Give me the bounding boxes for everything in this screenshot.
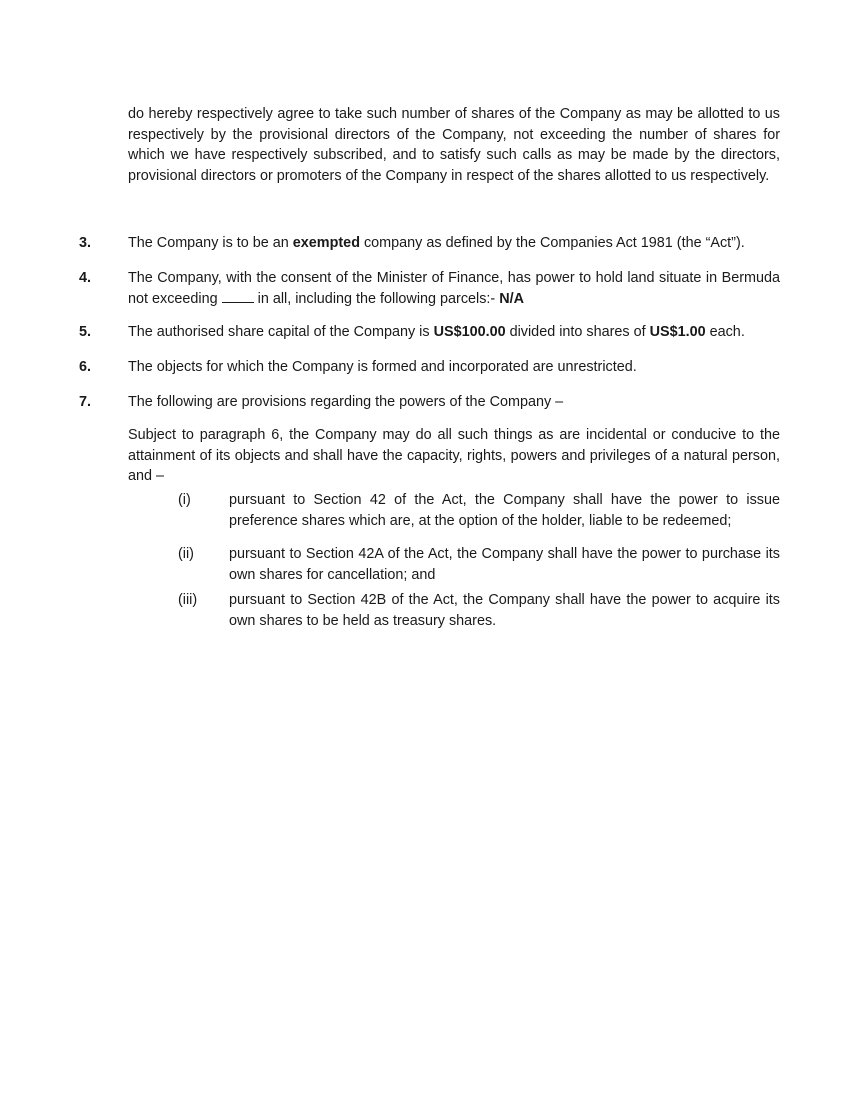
clause-text [128,233,780,254]
clause-number: 7. [79,394,92,410]
clause-text-pre: The Company, with the consent of the Minister of Finance, has power to hold land situate in Bermuda not exceeding [128,270,780,307]
list-item-text: pursuant to Section 42 of the Act, the Company shall have the power to issue preference shares which are, at the option of the holder, liable to be redeemed; [229,492,780,529]
clause-text-mid: divided into shares of [505,324,650,340]
clause-text-pre: The authorised share capital of the Company is [128,324,434,340]
clause-text: The following are provisions regarding the powers of the Company – [128,394,564,410]
list-item-text: pursuant to Section 42A of the Act, the Company shall have the power to purchase its own shares for cancellation; and [229,546,780,583]
clause-text-bold: exempted [292,235,360,251]
list-item-marker: (i) [178,492,191,508]
clause-text-bold: N/A [499,290,524,307]
blank-line [222,290,254,303]
clause-text-post: each. [705,324,745,340]
intro-paragraph: do hereby respectively agree to take such number of shares of the Company as may be allotted to us respectively by the provisional directors of the Company, not exceeding the number of shares for which we have respectively subscribed, and to satisfy such calls as may be made by the directors, provisional directors or promoters of the Company in respect of the shares allotted to us respectively. [128,106,780,184]
clause-text [128,268,780,309]
clause-text-pre: The Company is to be an [128,235,293,251]
list-item-marker: (ii) [178,546,194,562]
clause-text-post: company as defined by the Companies Act 1981 (the “Act”). [359,235,745,251]
clause-number: 6. [79,359,92,375]
clause-number: 3. [79,235,92,251]
clause-text-post: in all, including the following parcels:- [253,290,500,307]
clause-text-bold-1: US$100.00 [433,324,506,340]
clause-text-bold-2: US$1.00 [649,324,706,340]
clause-text: The objects for which the Company is formed and incorporated are unrestricted. [128,359,637,375]
clause-text [128,322,780,343]
clause-number: 4. [79,270,92,286]
powers-paragraph: Subject to paragraph 6, the Company may do all such things as are incidental or conducive to the attainment of its objects and shall have the capacity, rights, powers and privileges of a natural person, and – [128,427,780,484]
clause-number: 5. [79,324,92,340]
list-item-marker: (iii) [178,592,198,608]
list-item-text: pursuant to Section 42B of the Act, the Company shall have the power to acquire its own shares to be held as treasury shares. [229,592,780,629]
